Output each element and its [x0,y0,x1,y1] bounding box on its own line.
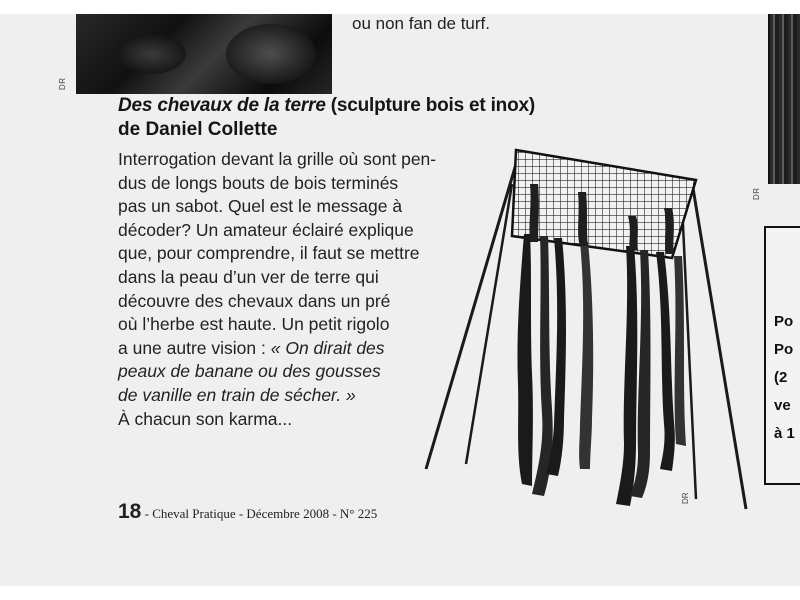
frame-leg [466,184,512,464]
right-sidebar-box [764,226,800,485]
magazine-page [0,14,800,586]
photo-credit-top: DR [58,77,67,90]
article-byline: de Daniel Collette [118,119,278,140]
body-line: Interrogation devant la grille où sont pen- [118,149,437,169]
body-line: pas un sabot. Quel est le message à [118,196,403,217]
footer-text: - Cheval Pratique - Décembre 2008 - N° 225 [141,506,378,521]
top-photo [76,14,332,94]
frame-leg [682,204,696,499]
body-line: a une autre vision : « On dirait des [118,337,385,358]
article-title-rest: (sculpture bois et inox) [325,95,535,116]
frame-leg [426,164,516,469]
hanging-piece [674,256,686,446]
body-line: découvre des chevaux dans un pré [118,290,391,311]
frame-leg [692,182,746,509]
body-line: décoder? Un amateur éclairé explique [118,219,414,240]
quote-line: peaux de banane ou des gousses [118,361,381,382]
article-title-italic: Des chevaux de la terre [118,95,326,116]
hanging-piece [532,236,553,496]
hanging-piece [616,246,637,506]
right-box-text: Po Po (2 ve à 1 [774,313,795,442]
body-line: où l’herbe est haute. Un petit rigolo [118,314,390,335]
body-line: dans la peau d’un ver de terre qui [118,266,379,287]
quote-start: « On dirait des [270,337,385,358]
body-line: dus de longs bouts de bois terminés [118,172,399,193]
hanging-piece [517,234,532,486]
sculpture-photo [420,124,760,514]
hanging-piece [656,252,675,471]
top-text-fragment: ou non fan de turf. [352,14,490,33]
photo-credit-right: DR [752,187,761,200]
quote-line: de vanille en train de sécher. » [118,384,356,405]
hanging-piece [579,242,593,469]
page-number: 18 [118,500,142,523]
closing-line: À chacun son karma... [118,408,293,429]
page-footer [118,500,377,524]
body-line: que, pour comprendre, il faut se mettre [118,243,420,264]
right-photo [768,14,800,184]
article-title [118,94,535,118]
photo-credit-sculpture: DR [681,492,690,504]
